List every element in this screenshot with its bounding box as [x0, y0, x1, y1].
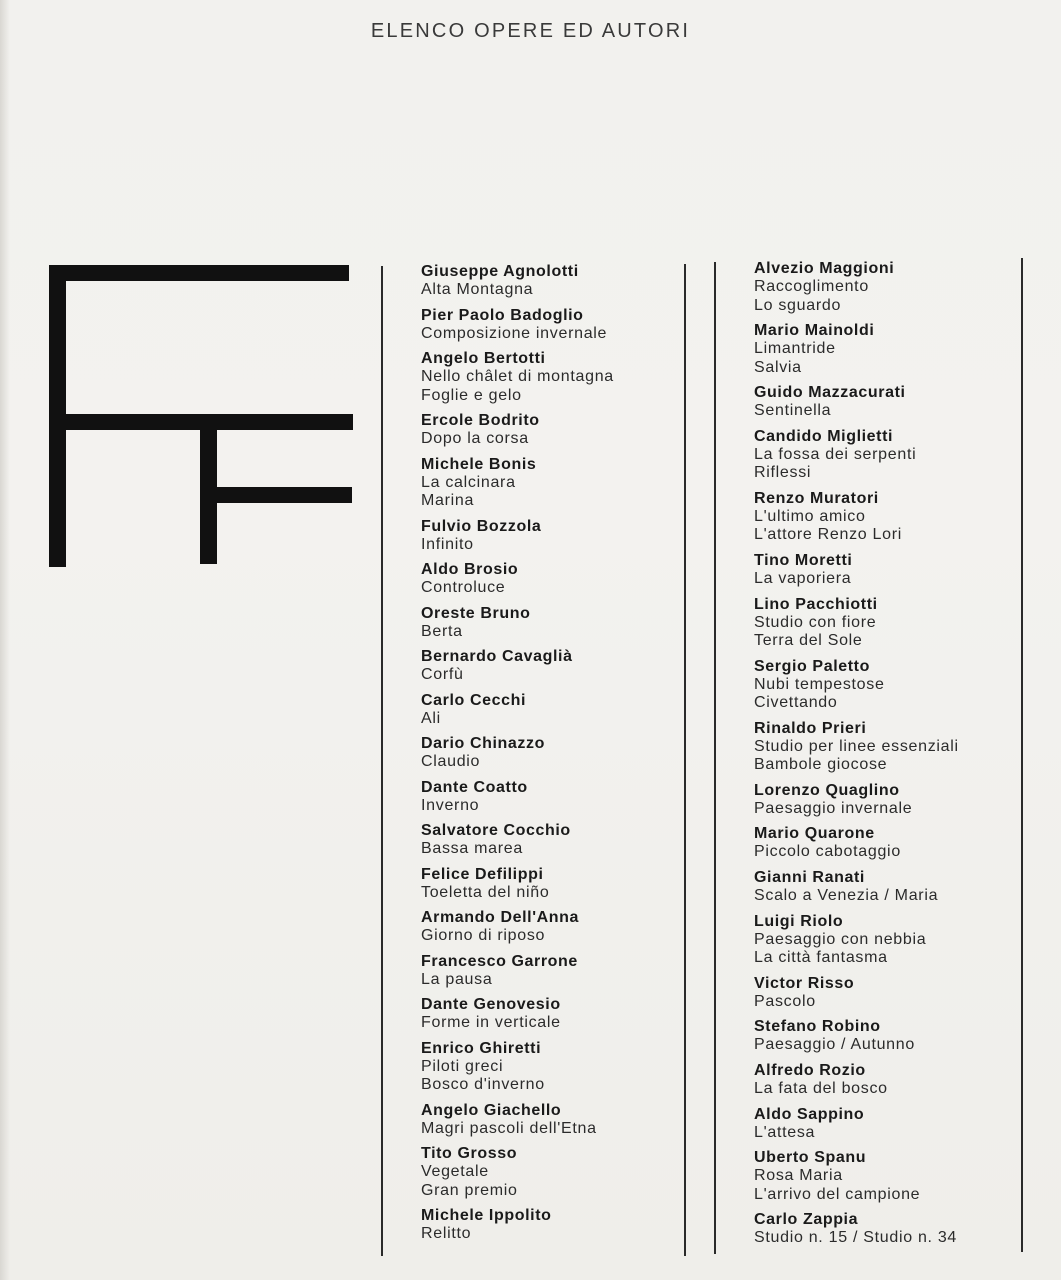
author-name: Dante Coatto: [421, 778, 528, 796]
artwork-title: La fossa dei serpenti: [754, 445, 917, 463]
ff-monogram-icon: [49, 265, 353, 567]
artwork-title: Dopo la corsa: [421, 430, 529, 447]
artwork-title: Civettando: [754, 694, 838, 712]
catalog-entry: [421, 691, 614, 729]
catalog-column-left: [421, 262, 614, 1244]
author-name: Alfredo Rozio: [754, 1061, 866, 1079]
catalog-entry: [754, 383, 959, 421]
artwork-title: Paesaggio / Autunno: [754, 1036, 915, 1054]
catalog-entry: [754, 657, 959, 713]
catalog-entry: [754, 1105, 959, 1143]
catalog-entry: [421, 865, 614, 903]
catalog-entry: [421, 349, 614, 405]
author-name: Lorenzo Quaglino: [754, 781, 900, 799]
author-name: Renzo Muratori: [754, 489, 879, 507]
author-name: Enrico Ghiretti: [421, 1039, 542, 1057]
artwork-title: Limantride: [754, 340, 836, 358]
catalog-entry: [421, 262, 614, 300]
author-name: Tino Moretti: [754, 551, 853, 569]
author-name: Aldo Brosio: [421, 561, 519, 578]
artwork-title: Piloti greci: [421, 1057, 504, 1075]
author-name: Bernardo Cavaglià: [421, 648, 573, 665]
author-name: Luigi Riolo: [754, 912, 844, 930]
artwork-title: Piccolo cabotaggio: [754, 843, 901, 861]
catalog-entry: [421, 908, 614, 946]
artwork-title: Forme in verticale: [421, 1014, 561, 1031]
catalog-entry: [421, 995, 614, 1033]
artwork-title: La città fantasma: [754, 949, 888, 967]
author-name: Felice Defilippi: [421, 865, 544, 883]
catalog-entry: [754, 781, 959, 819]
author-name: Carlo Cecchi: [421, 691, 527, 709]
artwork-title: Paesaggio invernale: [754, 799, 913, 817]
catalog-entry: [754, 259, 959, 315]
catalog-column-right: [754, 259, 959, 1248]
column-divider: [684, 264, 686, 1256]
author-name: Candido Miglietti: [754, 427, 894, 445]
artwork-title: Nello châlet di montagna: [421, 368, 614, 385]
catalog-entry: [754, 868, 959, 906]
artwork-title: Toeletta del niño: [421, 883, 550, 901]
author-name: Mario Quarone: [754, 825, 875, 843]
artwork-title: Foglie e gelo: [421, 386, 522, 404]
catalog-entry: [421, 1101, 614, 1139]
author-name: Oreste Bruno: [421, 604, 531, 622]
artwork-title: Corfù: [421, 666, 464, 683]
artwork-title: Claudio: [421, 753, 481, 770]
catalog-entry: [421, 306, 614, 344]
author-name: Uberto Spanu: [754, 1149, 867, 1167]
column-divider: [1021, 258, 1023, 1252]
artwork-title: La fata del bosco: [754, 1079, 888, 1097]
author-name: Francesco Garrone: [421, 952, 578, 970]
author-name: Guido Mazzacurati: [754, 384, 906, 402]
author-name: Angelo Giachello: [421, 1101, 562, 1119]
artwork-title: Marina: [421, 492, 475, 509]
artwork-title: Raccoglimento: [754, 278, 869, 295]
catalog-entry: [421, 647, 614, 685]
catalog-entry: [754, 427, 959, 483]
author-name: Michele Bonis: [421, 455, 537, 473]
catalog-entry: [421, 952, 614, 990]
catalog-entry: [421, 821, 614, 859]
artwork-title: L'ultimo amico: [754, 507, 866, 525]
catalog-entry: [754, 595, 959, 651]
artwork-title: Riflessi: [754, 464, 812, 482]
artwork-title: Sentinella: [754, 402, 832, 420]
catalog-entry: [754, 551, 959, 589]
artwork-title: Gran premio: [421, 1181, 518, 1199]
catalog-entry: [421, 1039, 614, 1095]
catalog-entry: [754, 719, 959, 775]
artwork-title: La pausa: [421, 970, 493, 988]
author-name: Alvezio Maggioni: [754, 260, 895, 277]
catalog-entry: [421, 455, 614, 511]
artwork-title: L'attore Renzo Lori: [754, 526, 902, 544]
author-name: Giuseppe Agnolotti: [421, 263, 579, 280]
author-name: Dario Chinazzo: [421, 735, 545, 752]
catalog-entry: [754, 1148, 959, 1204]
column-divider: [381, 266, 383, 1256]
catalog-entry: [754, 1061, 959, 1099]
artwork-title: Vegetale: [421, 1163, 489, 1180]
artwork-title: L'attesa: [754, 1123, 816, 1141]
artwork-title: Composizione invernale: [421, 324, 608, 342]
page-title: ELENCO OPERE ED AUTORI: [370, 20, 691, 42]
catalog-entry: [754, 489, 959, 545]
artwork-title: La vaporiera: [754, 569, 852, 587]
artwork-title: Berta: [421, 622, 463, 640]
catalog-entry: [754, 974, 959, 1012]
catalog-entry: [421, 1144, 614, 1200]
author-name: Victor Risso: [754, 974, 855, 992]
artwork-title: Relitto: [421, 1225, 472, 1242]
artwork-title: Lo sguardo: [754, 296, 842, 314]
artwork-title: Rosa Maria: [754, 1167, 843, 1185]
artwork-title: Giorno di riposo: [421, 927, 546, 944]
author-name: Angelo Bertotti: [421, 350, 546, 367]
author-name: Aldo Sappino: [754, 1105, 865, 1123]
artwork-title: Studio n. 15 / Studio n. 34: [754, 1229, 958, 1247]
artwork-title: Bassa marea: [421, 840, 523, 857]
author-name: Sergio Paletto: [754, 657, 870, 675]
artwork-title: Alta Montagna: [421, 281, 534, 298]
artwork-title: Infinito: [421, 535, 474, 553]
author-name: Tito Grosso: [421, 1145, 518, 1162]
author-name: Pier Paolo Badoglio: [421, 306, 584, 324]
author-name: Gianni Ranati: [754, 869, 865, 887]
artwork-title: Studio per linee essenziali: [754, 737, 959, 755]
artwork-title: Scalo a Venezia / Maria: [754, 887, 939, 905]
artwork-title: Studio con fiore: [754, 613, 877, 631]
author-name: Michele Ippolito: [421, 1207, 552, 1224]
catalog-entry: [754, 824, 959, 862]
author-name: Armando Dell'Anna: [421, 909, 580, 926]
artwork-title: Paesaggio con nebbia: [754, 930, 927, 948]
catalog-entry: [754, 912, 959, 968]
artwork-title: La calcinara: [421, 473, 516, 491]
artwork-title: Controluce: [421, 579, 506, 596]
catalog-entry: [421, 734, 614, 772]
catalog-entry: [754, 1017, 959, 1055]
catalog-entry: [421, 560, 614, 598]
artwork-title: Bosco d'inverno: [421, 1076, 545, 1093]
artwork-title: Pascolo: [754, 992, 816, 1010]
author-name: Mario Mainoldi: [754, 322, 875, 340]
column-divider: [714, 262, 716, 1254]
artwork-title: Terra del Sole: [754, 632, 863, 650]
artwork-title: Inverno: [421, 796, 480, 814]
catalog-entry: [421, 517, 614, 555]
catalog-entry: [421, 411, 614, 449]
catalog-entry: [754, 321, 959, 377]
catalog-entry: [421, 778, 614, 816]
artwork-title: Ali: [421, 709, 441, 727]
author-name: Lino Pacchiotti: [754, 595, 878, 613]
catalog-entry: [421, 1206, 614, 1244]
artwork-title: Bambole giocose: [754, 756, 888, 774]
author-name: Stefano Robino: [754, 1018, 881, 1036]
page-edge-shadow: [0, 0, 10, 1280]
author-name: Fulvio Bozzola: [421, 517, 542, 535]
catalog-entry: [421, 604, 614, 642]
author-name: Rinaldo Prieri: [754, 719, 867, 737]
catalog-entry: [754, 1210, 959, 1248]
artwork-title: Salvia: [754, 358, 802, 376]
artwork-title: Nubi tempestose: [754, 675, 885, 693]
artwork-title: L'arrivo del campione: [754, 1185, 921, 1203]
author-name: Carlo Zappia: [754, 1211, 859, 1229]
author-name: Salvatore Cocchio: [421, 822, 571, 839]
author-name: Dante Genovesio: [421, 996, 561, 1013]
author-name: Ercole Bodrito: [421, 412, 540, 429]
artwork-title: Magri pascoli dell'Etna: [421, 1119, 597, 1137]
